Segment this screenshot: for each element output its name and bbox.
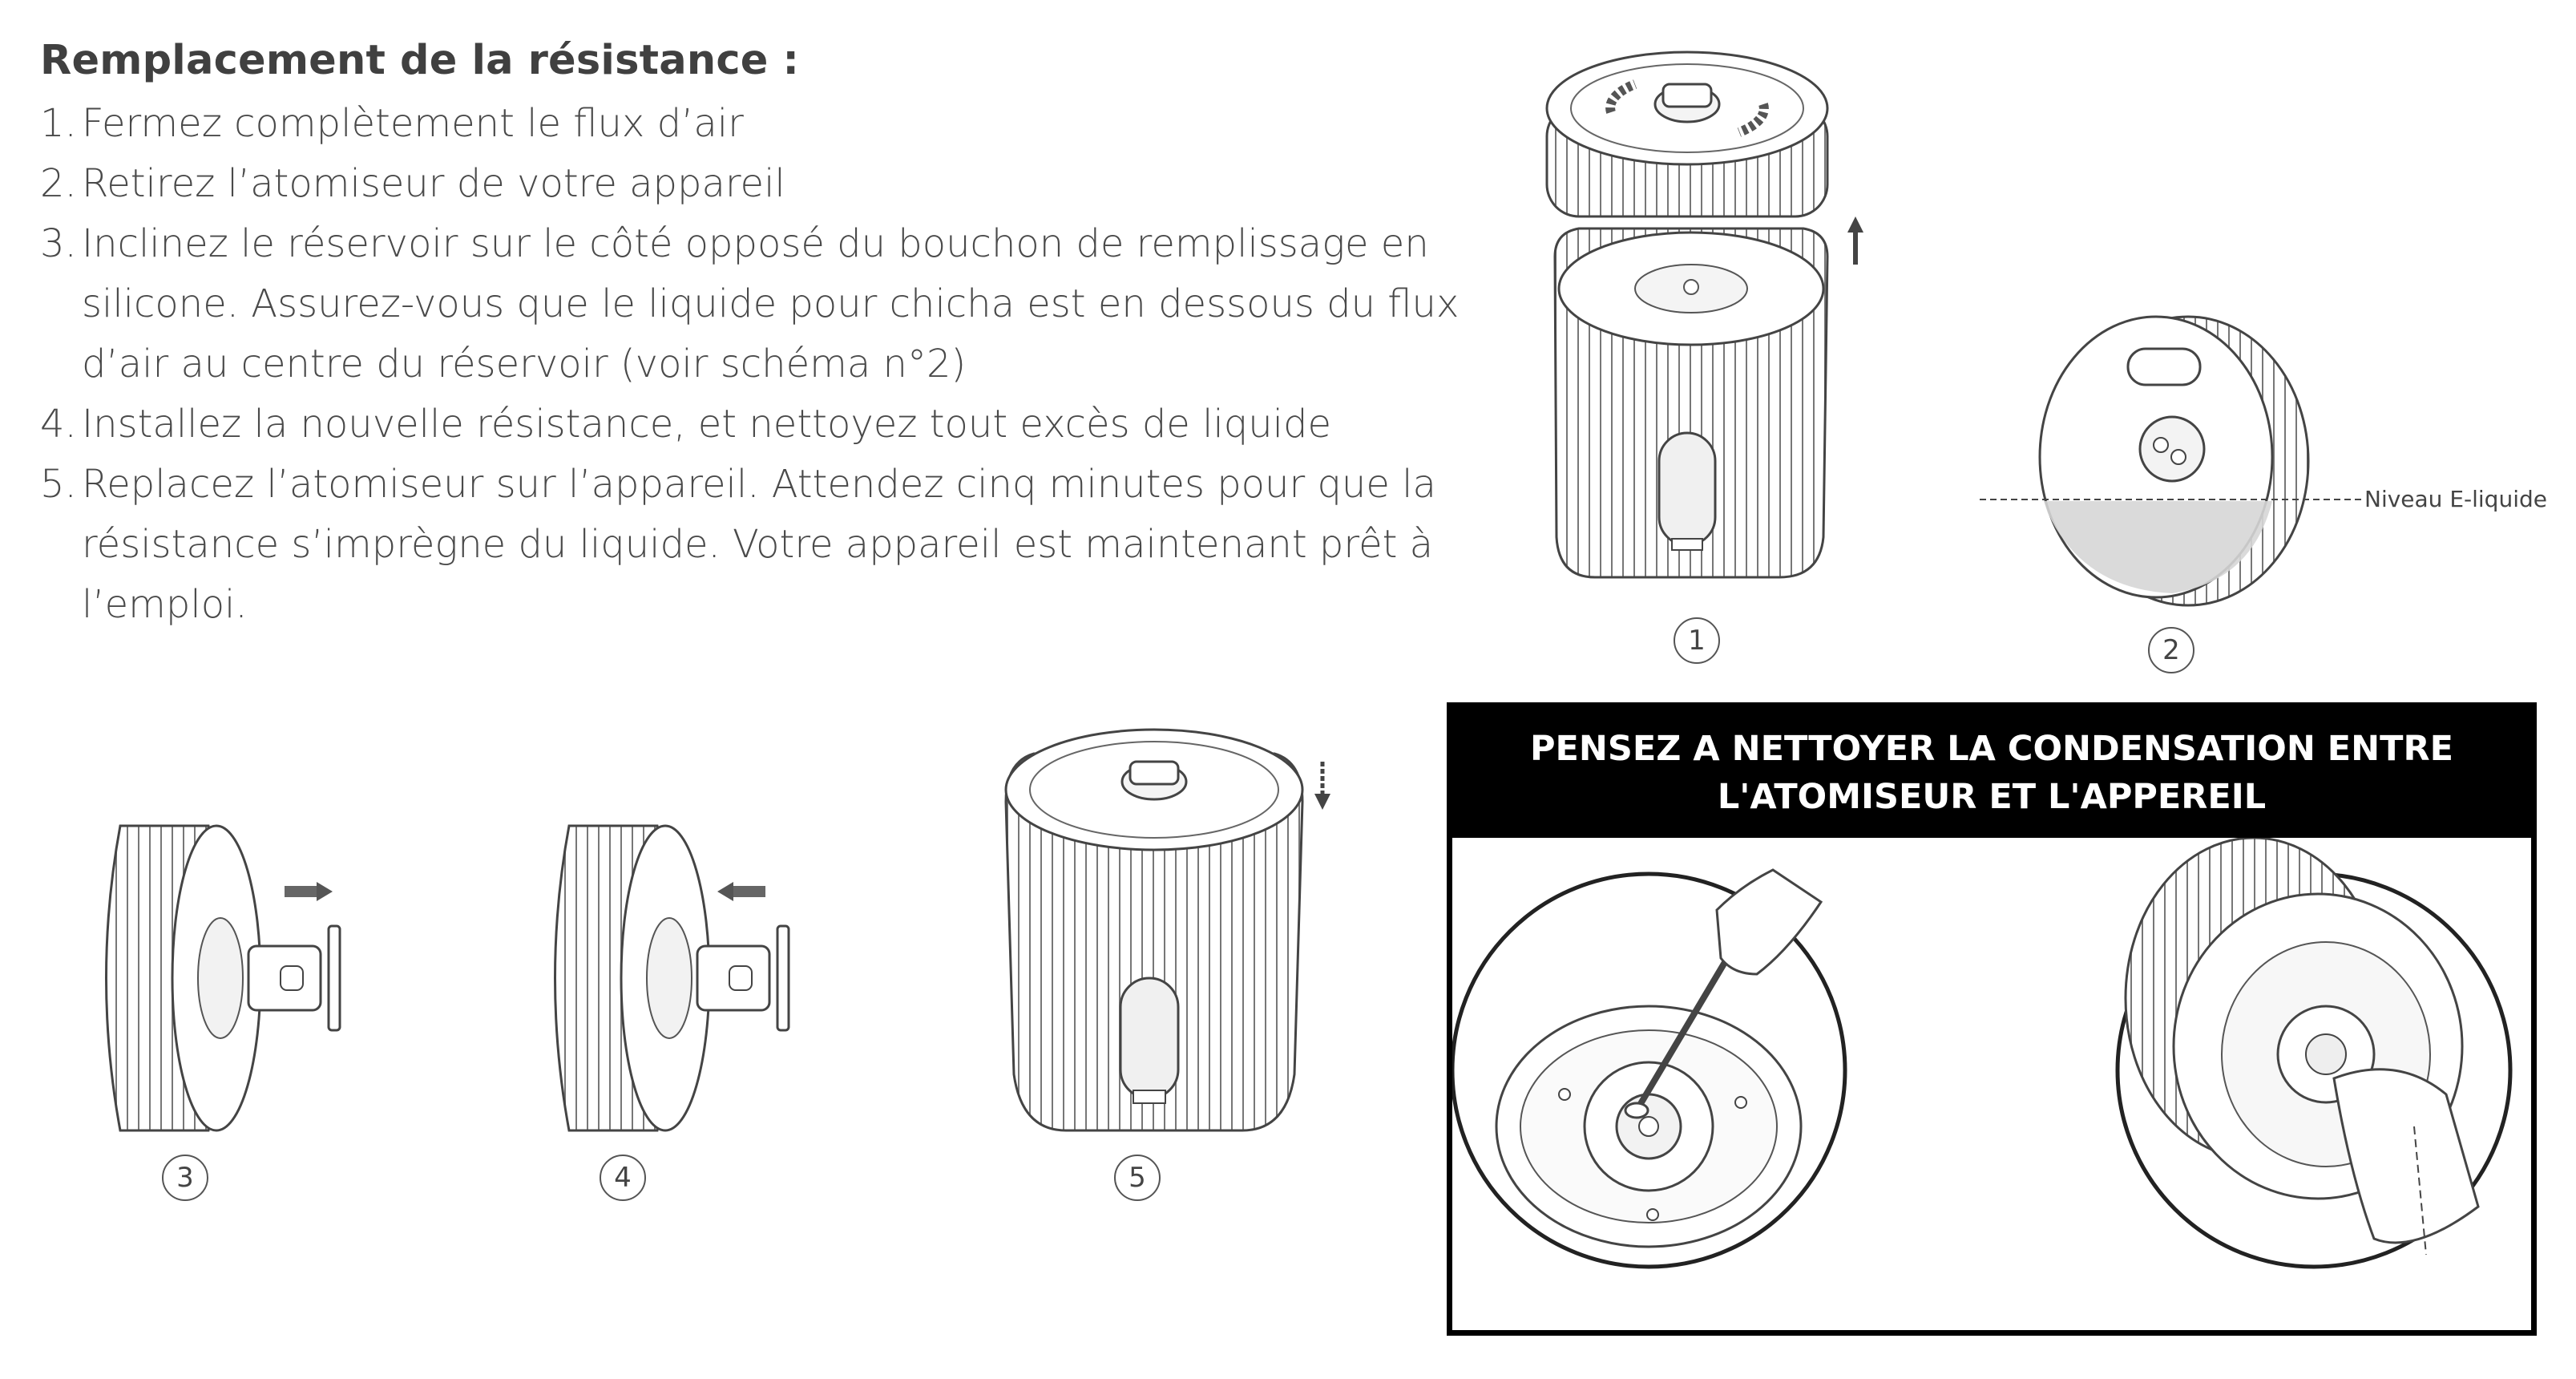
figure-2-liquid-level [1988,313,2324,666]
step-text: Installez la nouvelle résistance, et nettoyez tout excès de liquide [82,402,1331,447]
section-title: Remplacement de la résistance : [40,37,800,84]
step-number: 5. [40,462,77,507]
figure-number: 5 [1114,1155,1161,1201]
liquid-level-label: Niveau E-liquide [2364,486,2547,512]
step-text: Fermez complètement le flux d’air [82,101,744,146]
instructions [40,37,1499,635]
figure-number: 4 [600,1155,646,1201]
step-text: Retirez l’atomiseur de votre appareil [82,161,785,206]
figure-5-reassembled [1002,730,1338,1194]
step-3 [40,214,1499,394]
figure-number: 3 [162,1155,208,1201]
step-text: Inclinez le réservoir sur le côté opposé du bouchon de remplissage en silicone. Assurez-vous que le liquide pour chicha est en dessous du flux d’air au centre du réservoir (voir schéma n°2) [82,221,1460,386]
step-2 [40,154,1499,214]
step-1 [40,94,1499,154]
figure-3-remove-coil [88,818,377,1194]
clean-tank-illustration [2118,838,2510,1267]
step-number: 3. [40,221,77,266]
clean-base-illustration [1452,870,1845,1267]
figure-number: 2 [2148,627,2194,673]
cleaning-notice [1447,702,2537,1336]
step-number: 2. [40,161,77,206]
step-number: 4. [40,402,77,447]
cleaning-illustrations [1452,838,2531,1330]
figure-number: 1 [1674,617,1720,664]
notice-heading: PENSEZ A NETTOYER LA CONDENSATION ENTRE L'ATOMISEUR ET L'APPEREIL [1452,708,2531,838]
step-text: Replacez l’atomiseur sur l’appareil. Attendez cinq minutes pour que la résistance s’imprègne du liquide. Votre appareil est maintenant prêt à l’emploi. [82,462,1436,627]
step-number: 1. [40,101,77,146]
step-5 [40,455,1499,635]
figure-4-install-coil [537,818,826,1194]
step-4 [40,394,1499,455]
figure-1-lid-removed [1539,48,1859,657]
